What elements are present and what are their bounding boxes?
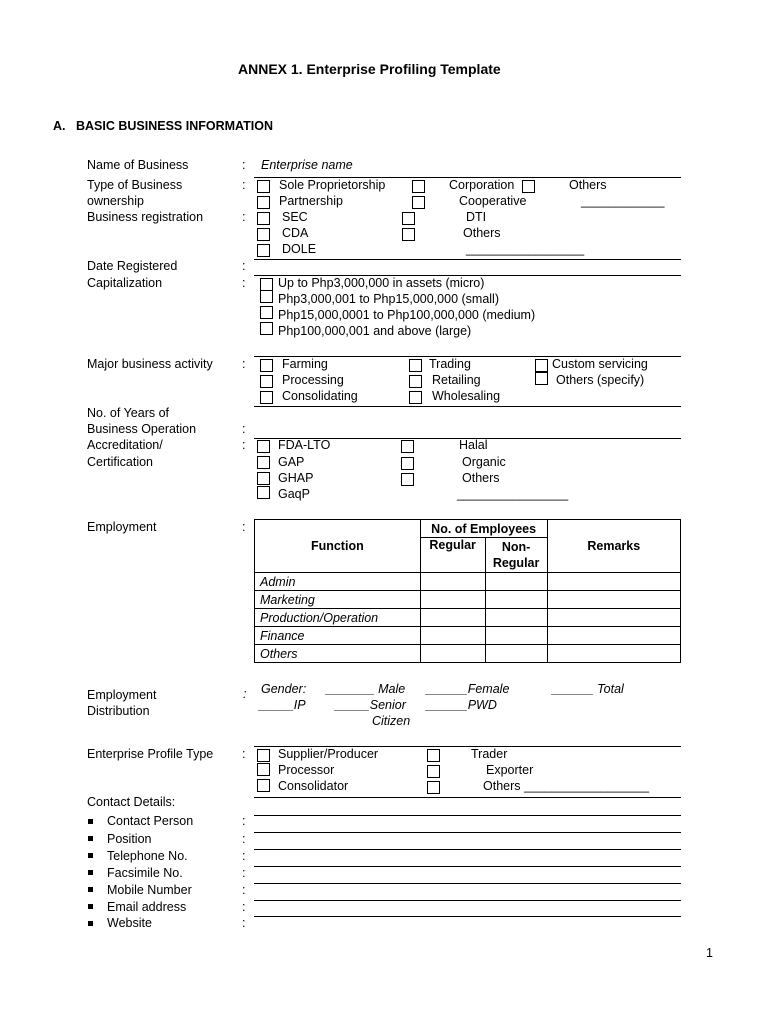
- cell-non-regular[interactable]: [485, 645, 547, 663]
- option-wholesaling: Wholesaling: [432, 389, 501, 403]
- cell-regular[interactable]: [420, 609, 485, 627]
- checkbox-others[interactable]: [522, 180, 535, 193]
- value-enterprise-name[interactable]: Enterprise name: [261, 158, 353, 172]
- option-consolidator: Consolidator: [278, 779, 349, 793]
- dist-pwd[interactable]: ______PWD: [426, 698, 497, 712]
- checkbox-processor[interactable]: [257, 763, 270, 776]
- option-micro: Up to Php3,000,000 in assets (micro): [278, 276, 485, 290]
- colon: :: [242, 866, 246, 880]
- header-regular: Regular: [420, 538, 485, 573]
- label-business-registration: Business registration: [87, 210, 204, 224]
- checkbox-trader[interactable]: [427, 749, 440, 762]
- others-blank[interactable]: ____________: [581, 194, 665, 208]
- label-profile-type: Enterprise Profile Type: [87, 747, 214, 761]
- dist-gender: Gender:: [261, 682, 307, 696]
- header-remarks: Remarks: [547, 520, 680, 573]
- table-row: [255, 591, 681, 609]
- option-corporation: Corporation: [449, 178, 515, 192]
- option-custom: Custom servicing: [552, 357, 648, 371]
- option-partnership: Partnership: [279, 194, 343, 208]
- table-row: [255, 627, 681, 645]
- colon: :: [242, 900, 246, 914]
- checkbox-medium[interactable]: [260, 306, 273, 319]
- table-row: [255, 573, 681, 591]
- checkbox-cooperative[interactable]: [412, 196, 425, 209]
- option-activity-others: Others (specify): [556, 373, 645, 387]
- label-date-registered: Date Registered: [87, 259, 178, 273]
- option-processor: Processor: [278, 763, 335, 777]
- header-regular-2: Regular: [492, 556, 540, 570]
- row-function: Admin: [255, 573, 421, 591]
- rule: [254, 406, 681, 407]
- cell-non-regular[interactable]: [485, 573, 547, 591]
- label-position: Position: [107, 832, 152, 846]
- label-emp-dist-1: Employment: [87, 688, 157, 702]
- label-capitalization: Capitalization: [87, 276, 163, 290]
- cell-regular[interactable]: [420, 627, 485, 645]
- row-function: Marketing: [255, 591, 421, 609]
- checkbox-cda[interactable]: [257, 228, 270, 241]
- dist-citizen: Citizen: [372, 714, 411, 728]
- option-exporter: Exporter: [486, 763, 534, 777]
- dist-total[interactable]: ______ Total: [552, 682, 624, 696]
- option-medium: Php15,000,0001 to Php100,000,000 (medium): [278, 308, 536, 322]
- label-major-activity: Major business activity: [87, 357, 213, 371]
- section-letter: A.: [53, 119, 66, 133]
- header-non-regular: [485, 538, 547, 573]
- field-facsimile[interactable]: [254, 866, 681, 867]
- colon: :: [242, 158, 246, 172]
- page-number: 1: [706, 946, 713, 960]
- bullet: [88, 836, 93, 841]
- label-contact-person: Contact Person: [107, 814, 194, 828]
- cell-regular[interactable]: [420, 645, 485, 663]
- option-organic: Organic: [462, 455, 506, 469]
- option-trader: Trader: [471, 747, 508, 761]
- checkbox-consolidator[interactable]: [257, 779, 270, 792]
- document-title: ANNEX 1. Enterprise Profiling Template: [238, 61, 501, 77]
- colon: :: [242, 832, 246, 846]
- field-contact-person[interactable]: [254, 815, 681, 816]
- header-no-employees: No. of Employees: [420, 520, 547, 538]
- colon: :: [242, 916, 246, 930]
- checkbox-activity-others[interactable]: [535, 372, 548, 385]
- label-type-of-business: Type of Business: [87, 178, 183, 192]
- label-years-1: No. of Years of: [87, 406, 170, 420]
- field-position[interactable]: [254, 832, 681, 833]
- checkbox-supplier[interactable]: [257, 749, 270, 762]
- option-cda: CDA: [282, 226, 309, 240]
- table-row: [255, 609, 681, 627]
- colon: :: [242, 883, 246, 897]
- cell-regular[interactable]: [420, 591, 485, 609]
- cell-remarks[interactable]: [547, 627, 680, 645]
- checkbox-dole[interactable]: [257, 244, 270, 257]
- colon: :: [242, 438, 246, 452]
- checkbox-processing[interactable]: [260, 375, 273, 388]
- option-sec: SEC: [282, 210, 308, 224]
- bullet: [88, 921, 93, 926]
- colon: :: [242, 849, 246, 863]
- cell-non-regular[interactable]: [485, 591, 547, 609]
- colon: :: [242, 210, 246, 224]
- option-halal: Halal: [459, 438, 488, 452]
- option-small: Php3,000,001 to Php15,000,000 (small): [278, 292, 499, 306]
- employment-table: [254, 519, 681, 663]
- reg-others-blank[interactable]: _________________: [466, 242, 585, 256]
- option-sole: Sole Proprietorship: [279, 178, 386, 192]
- cell-remarks[interactable]: [547, 645, 680, 663]
- checkbox-small[interactable]: [260, 290, 273, 303]
- option-retailing: Retailing: [432, 373, 481, 387]
- option-trading: Trading: [429, 357, 471, 371]
- cell-remarks[interactable]: [547, 609, 680, 627]
- row-function: Finance: [255, 627, 421, 645]
- option-supplier: Supplier/Producer: [278, 747, 379, 761]
- option-reg-others: Others: [463, 226, 501, 240]
- option-farming: Farming: [282, 357, 328, 371]
- rule: [254, 797, 681, 798]
- dist-ip[interactable]: _____IP: [259, 698, 306, 712]
- option-cooperative: Cooperative: [459, 194, 527, 208]
- colon: :: [242, 357, 246, 371]
- dist-male[interactable]: _______ Male: [326, 682, 406, 696]
- label-name-of-business: Name of Business: [87, 158, 189, 172]
- bullet: [88, 819, 93, 824]
- colon: :: [242, 814, 246, 828]
- colon: :: [242, 520, 246, 534]
- option-large: Php100,000,001 and above (large): [278, 324, 472, 338]
- field-mobile[interactable]: [254, 883, 681, 884]
- colon: :: [242, 747, 246, 761]
- cell-remarks[interactable]: [547, 573, 680, 591]
- cell-regular[interactable]: [420, 573, 485, 591]
- checkbox-organic[interactable]: [401, 457, 414, 470]
- checkbox-farming[interactable]: [260, 359, 273, 372]
- checkbox-accr-others[interactable]: [401, 473, 414, 486]
- cell-non-regular[interactable]: [485, 609, 547, 627]
- field-website[interactable]: [254, 916, 681, 917]
- checkbox-profile-others[interactable]: [427, 781, 440, 794]
- label-telephone: Telephone No.: [107, 849, 188, 863]
- label-email: Email address: [107, 900, 187, 914]
- option-ghap: GHAP: [278, 471, 314, 485]
- checkbox-dti[interactable]: [402, 212, 415, 225]
- accr-others-blank[interactable]: ________________: [457, 487, 569, 501]
- option-others: Others: [569, 178, 607, 192]
- option-processing: Processing: [282, 373, 344, 387]
- header-function: Function: [255, 520, 421, 573]
- checkbox-fda[interactable]: [257, 440, 270, 453]
- label-years-2: Business Operation: [87, 422, 197, 436]
- checkbox-reg-others[interactable]: [402, 228, 415, 241]
- label-employment: Employment: [87, 520, 157, 534]
- checkbox-gaqp[interactable]: [257, 486, 270, 499]
- colon: :: [242, 276, 246, 290]
- cell-non-regular[interactable]: [485, 627, 547, 645]
- field-telephone[interactable]: [254, 849, 681, 850]
- dist-female[interactable]: ______Female: [426, 682, 510, 696]
- checkbox-trading[interactable]: [409, 359, 422, 372]
- checkbox-sec[interactable]: [257, 212, 270, 225]
- checkbox-sole[interactable]: [257, 180, 270, 193]
- checkbox-halal[interactable]: [401, 440, 414, 453]
- bullet: [88, 887, 93, 892]
- label-website: Website: [107, 916, 152, 930]
- checkbox-gap[interactable]: [257, 456, 270, 469]
- checkbox-corporation[interactable]: [412, 180, 425, 193]
- label-mobile: Mobile Number: [107, 883, 192, 897]
- checkbox-large[interactable]: [260, 322, 273, 335]
- label-contact-details: Contact Details:: [87, 795, 176, 809]
- label-certification: Certification: [87, 455, 153, 469]
- option-gap: GAP: [278, 455, 305, 469]
- cell-remarks[interactable]: [547, 591, 680, 609]
- bullet: [88, 904, 93, 909]
- colon: :: [242, 422, 246, 436]
- label-facsimile: Facsimile No.: [107, 866, 183, 880]
- field-email[interactable]: [254, 900, 681, 901]
- checkbox-exporter[interactable]: [427, 765, 440, 778]
- bullet: [88, 853, 93, 858]
- colon: :: [243, 687, 247, 701]
- row-function: Others: [255, 645, 421, 663]
- rule: [254, 259, 681, 260]
- dist-senior[interactable]: _____Senior: [335, 698, 406, 712]
- label-accreditation: Accreditation/: [87, 438, 163, 452]
- header-non: Non-: [501, 540, 531, 554]
- table-row: [255, 645, 681, 663]
- checkbox-consolidating[interactable]: [260, 391, 273, 404]
- checkbox-custom[interactable]: [535, 359, 548, 372]
- row-function: Production/Operation: [255, 609, 421, 627]
- bullet: [88, 870, 93, 875]
- checkbox-retailing[interactable]: [409, 375, 422, 388]
- option-gaqp: GaqP: [278, 487, 310, 501]
- option-consolidating: Consolidating: [282, 389, 358, 403]
- option-profile-others: Others __________________: [483, 779, 650, 793]
- checkbox-partnership[interactable]: [257, 196, 270, 209]
- option-fda: FDA-LTO: [278, 438, 331, 452]
- section-title: BASIC BUSINESS INFORMATION: [76, 119, 273, 133]
- label-ownership: ownership: [87, 194, 144, 208]
- checkbox-ghap[interactable]: [257, 472, 270, 485]
- colon: :: [242, 178, 246, 192]
- option-dti: DTI: [466, 210, 487, 224]
- colon: :: [242, 259, 246, 273]
- option-accr-others: Others: [462, 471, 500, 485]
- option-dole: DOLE: [282, 242, 317, 256]
- label-emp-dist-2: Distribution: [87, 704, 150, 718]
- checkbox-wholesaling[interactable]: [409, 391, 422, 404]
